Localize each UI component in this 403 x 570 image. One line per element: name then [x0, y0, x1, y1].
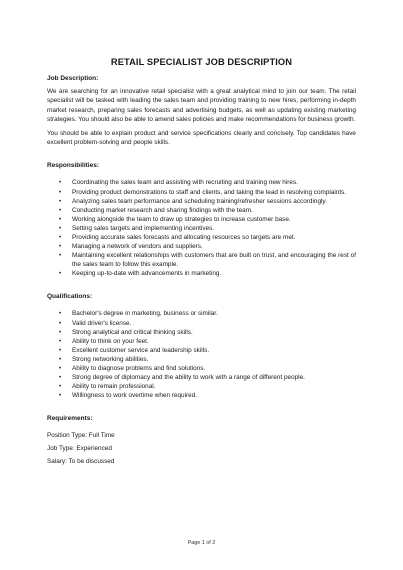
list-item: • Ability to diagnose problems and find solutions. — [59, 365, 206, 373]
bullet-icon: • — [59, 374, 62, 382]
bullet-icon: • — [59, 310, 62, 318]
list-item: • Strong degree of diplomacy and the ability to work with a range of different people. — [59, 374, 305, 382]
job-description-paragraph-1: We are searching for an innovative retail specialist with a great analytical mind to join our team. The retail specialist will be tasked with leading the sales team and providing training to new hires, performing in-depth market research, preparing sales forecasts and advertising budgets, as well as updating existing marketing strategies. You should also be able to amend sales policies and make recommendations for business growth. — [47, 88, 356, 124]
job-description-paragraph-2: You should be able to explain product and service specifications clearly and concisely. Top candidates have excellent problem-solving and people skills. — [47, 129, 356, 147]
bullet-icon: • — [59, 179, 62, 187]
bullet-icon: • — [59, 346, 62, 354]
list-item: • Providing product demonstrations to staff and clients, and taking the lead in resolving complaints. — [59, 188, 347, 196]
list-item: • Analyzing sales team performance and scheduling training/refresher sessions accordingly. — [59, 197, 327, 205]
responsibilities-list — [47, 178, 356, 278]
responsibilities-heading: Responsibilities: — [47, 162, 100, 170]
bullet-icon: • — [59, 206, 62, 214]
list-item: • Strong analytical and critical thinking skills. — [59, 328, 193, 336]
list-item: • Ability to remain professional. — [59, 383, 156, 391]
list-item: • Conducting market research and sharing findings with the team. — [59, 206, 253, 214]
list-item: • Providing accurate sales forecasts and allocating resources so targets are met. — [59, 234, 296, 241]
qualifications-list — [47, 309, 356, 400]
bullet-icon: • — [59, 234, 62, 241]
qualifications-heading: Qualifications: — [47, 293, 93, 301]
page-number-footer: Page 1 of 2 — [187, 540, 216, 546]
bullet-icon: • — [59, 337, 62, 345]
bullet-icon: • — [59, 215, 62, 223]
bullet-icon: • — [59, 188, 62, 196]
list-item: • Strong networking abilities. — [59, 355, 149, 363]
document-content — [47, 56, 356, 466]
list-item: • Keeping up-to-date with advancements in marketing. — [59, 270, 222, 278]
list-item: • Maintaining excellent relationships with customers that are built on trust, and encouraging the rest of the sales team to follow this example. — [59, 252, 356, 269]
bullet-icon: • — [59, 270, 62, 278]
document-title: RETAIL SPECIALIST JOB DESCRIPTION — [110, 57, 293, 67]
bullet-icon: • — [59, 365, 62, 373]
bullet-icon: • — [59, 252, 62, 260]
list-item: • Excellent customer service and leadership skills. — [59, 346, 210, 354]
list-item: • Bachelor's degree in marketing, business or similar. — [59, 310, 218, 318]
list-item: • Valid driver's license. — [59, 319, 132, 327]
list-item: • Managing a network of vendors and suppliers. — [59, 243, 203, 251]
bullet-icon: • — [59, 243, 62, 251]
bullet-icon: • — [59, 392, 62, 400]
bullet-icon: • — [59, 319, 62, 327]
job-type: Job Type: Experienced — [47, 445, 112, 453]
requirements-heading: Requirements: — [47, 415, 93, 423]
bullet-icon: • — [59, 224, 62, 232]
list-item: • Willingness to work overtime when required. — [59, 392, 198, 400]
bullet-icon: • — [59, 197, 62, 205]
list-item: • Working alongside the team to draw up strategies to increase customer base. — [59, 215, 291, 223]
salary: Salary: To be discussed — [47, 458, 115, 466]
job-description-heading: Job Description: — [47, 75, 99, 82]
list-item: • Setting sales targets and implementing incentives. — [59, 224, 215, 232]
bullet-icon: • — [59, 355, 62, 363]
bullet-icon: • — [59, 328, 62, 336]
bullet-icon: • — [59, 383, 62, 391]
list-item: • Ability to think on your feet. — [59, 337, 149, 345]
position-type: Position Type: Full Time — [47, 432, 115, 440]
list-item: • Coordinating the sales team and assisting with recruiting and training new hires. — [59, 179, 298, 187]
